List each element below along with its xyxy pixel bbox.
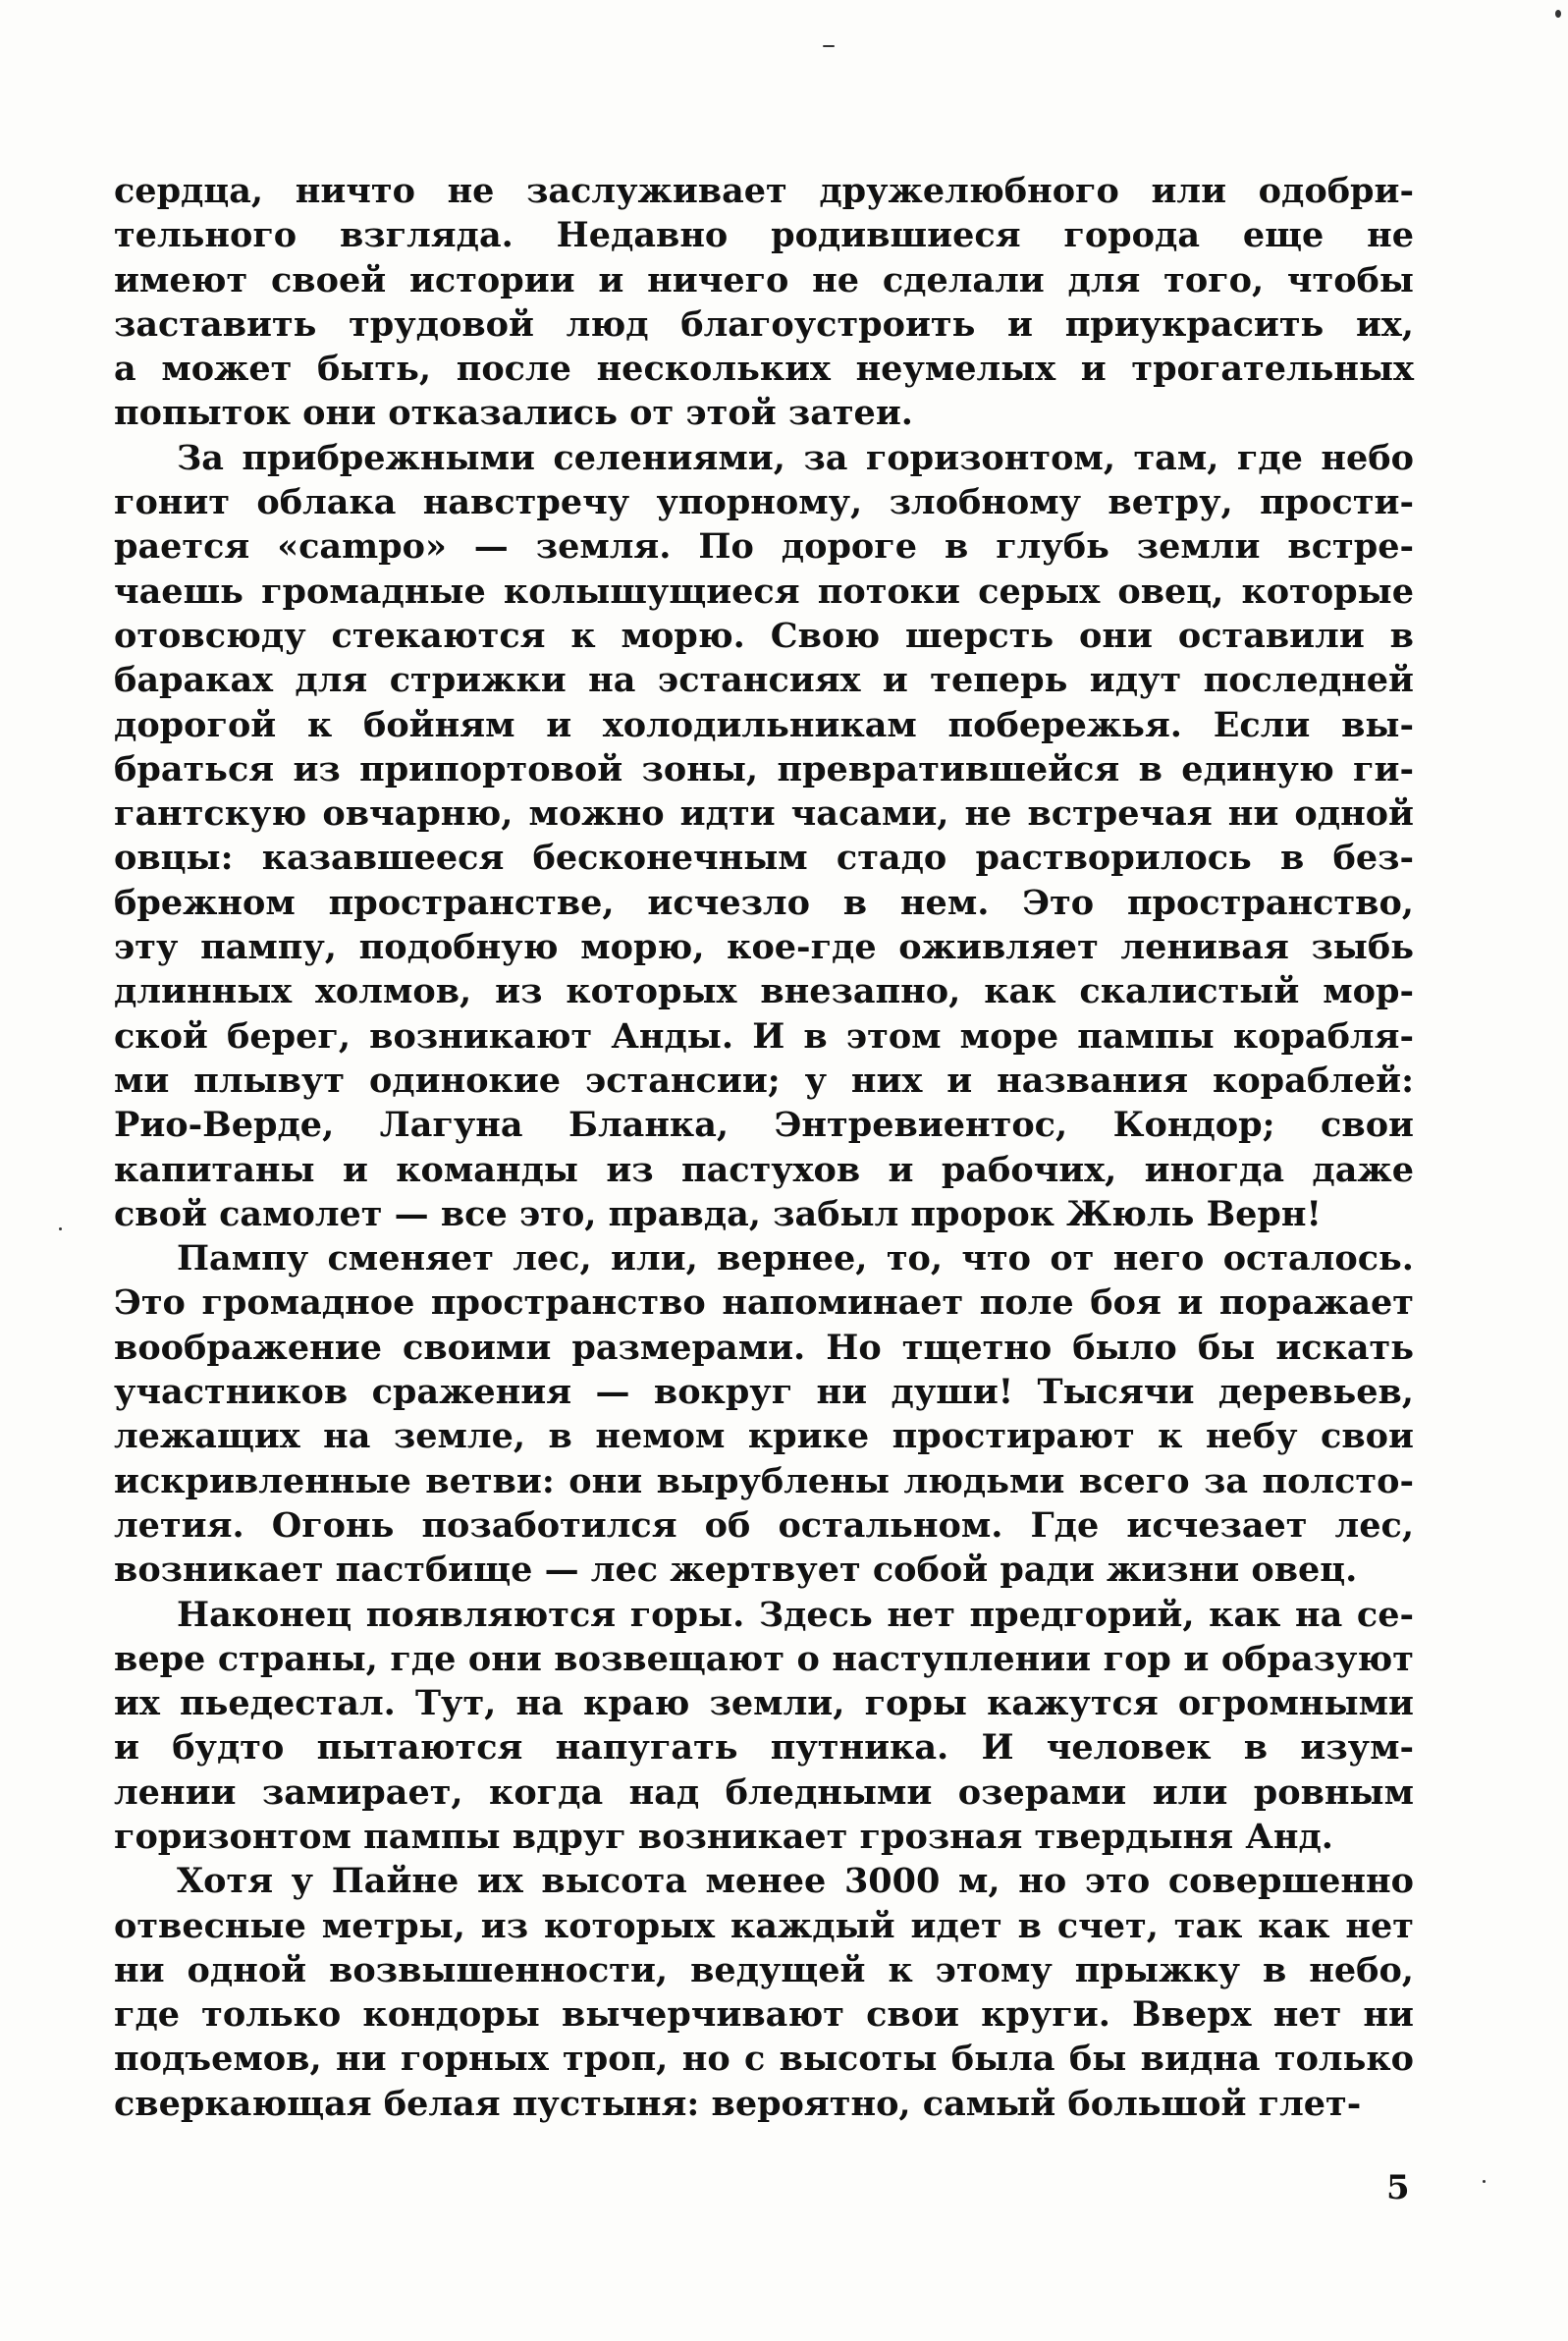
text-line: бараках для стрижки на эстансиях и теперь идут последней — [114, 660, 1414, 701]
text-line: лежащих на земле, в немом крике простирают к небу свои — [114, 1416, 1414, 1457]
text-line: брежном пространстве, исчезло в нем. Это пространство, — [114, 882, 1414, 923]
page-number: 5 — [1386, 2168, 1410, 2207]
text-line: где только кондоры вычерчивают свои круги. Вверх нет ни — [114, 1994, 1414, 2036]
text-line: ми плывут одинокие эстансии; у них и названия кораблей: — [114, 1060, 1414, 1101]
paragraph — [114, 1236, 1414, 1592]
text-line: рается «campo» — земля. По дороге в глубь земли встре- — [114, 526, 1414, 568]
text-line: сердца, ничто не заслуживает дружелюбного или одобри- — [114, 171, 1414, 211]
text-line: капитаны и команды из пастухов и рабочих, иногда даже — [114, 1149, 1414, 1190]
text-line: заставить трудовой люд благоустроить и приукрасить их, — [114, 303, 1414, 345]
text-line: За прибрежными селениями, за горизонтом, там, где небо — [177, 437, 1414, 478]
text-line: имеют своей истории и ничего не сделали для того, чтобы — [114, 259, 1414, 300]
text-line: эту пампу, подобную морю, кое-где оживляет ленивая зыбь — [114, 927, 1414, 968]
text-line: а может быть, после нескольких неумелых и трогательных — [114, 349, 1414, 390]
text-line: искривленные ветви: они вырублены людьми всего за полсто- — [114, 1460, 1414, 1501]
text-line: ни одной возвышенности, ведущей к этому прыжку в небо, — [114, 1949, 1414, 1990]
text-line: дорогой к бойням и холодильникам побережья. Если вы- — [114, 704, 1414, 745]
text-line: летия. Огонь позаботился об остальном. Где исчезает лес, — [114, 1504, 1414, 1546]
text-line: Пампу сменяет лес, или, вернее, то, что от него осталось. — [177, 1238, 1414, 1279]
text-line: овцы: казавшееся бесконечным стадо растворилось в без- — [114, 838, 1414, 879]
text-line: браться из припортовой зоны, превратившейся в единую ги- — [114, 748, 1414, 789]
text-line: вере страны, где они возвещают о наступлении гор и образуют — [114, 1638, 1414, 1679]
text-line: отовсюду стекаются к морю. Свою шерсть они оставили в — [114, 615, 1414, 656]
text-line: лении замирает, когда над бледными озерами или ровным — [114, 1771, 1414, 1813]
text-line: чаешь громадные колышущиеся потоки серых овец, которые — [114, 571, 1414, 612]
text-line: свой самолет — все это, правда, забыл пророк Жюль Верн! — [114, 1193, 1322, 1234]
text-line: Наконец появляются горы. Здесь нет предгорий, как на се- — [177, 1594, 1414, 1635]
text-line: возникает пастбище — лес жертвует собой ради жизни овец. — [114, 1550, 1358, 1591]
paragraph — [114, 1593, 1414, 1860]
body-text — [114, 169, 1414, 2126]
text-line: Хотя у Пайне их высота менее 3000 м, но это совершенно — [177, 1861, 1414, 1902]
text-line: тельного взгляда. Недавно родившиеся города еще не — [114, 215, 1414, 256]
text-line: Рио-Верде, Лагуна Бланка, Энтревиентос, Кондор; свои — [114, 1105, 1414, 1146]
text-line: участников сражения — вокруг ни души! Тысячи деревьев, — [114, 1372, 1414, 1413]
scan-speck — [59, 1227, 62, 1230]
scan-speck — [1555, 10, 1561, 18]
text-line: гонит облака навстречу упорному, злобному ветру, прости- — [114, 482, 1414, 523]
text-line: попыток они отказались от этой затеи. — [114, 393, 913, 434]
scan-speck — [1483, 2180, 1486, 2183]
text-line: горизонтом пампы вдруг возникает грозная твердыня Анд. — [114, 1816, 1333, 1857]
text-line: подъемов, ни горных троп, но с высоты была бы видна только — [114, 2039, 1414, 2080]
text-line: ской берег, возникают Анды. И в этом море пампы корабля- — [114, 1015, 1414, 1057]
text-line: отвесные метры, из которых каждый идет в счет, так как нет — [114, 1905, 1414, 1946]
text-line: их пьедестал. Тут, на краю земли, горы кажутся огромными — [114, 1683, 1414, 1724]
paragraph — [114, 436, 1414, 1236]
text-line: гантскую овчарню, можно идти часами, не встречая ни одной — [114, 793, 1414, 835]
text-line: длинных холмов, из которых внезапно, как скалистый мор- — [114, 971, 1414, 1012]
text-line: сверкающая белая пустыня: вероятно, самый большой глет- — [114, 2083, 1362, 2124]
text-line: Это громадное пространство напоминает поле боя и поражает — [114, 1282, 1414, 1324]
scan-speck — [823, 45, 835, 47]
text-line: и будто пытаются напугать путника. И человек в изум- — [114, 1727, 1414, 1769]
paragraph — [114, 1859, 1414, 2126]
text-line: воображение своими размерами. Но тщетно было бы искать — [114, 1327, 1414, 1368]
paragraph — [114, 169, 1414, 436]
